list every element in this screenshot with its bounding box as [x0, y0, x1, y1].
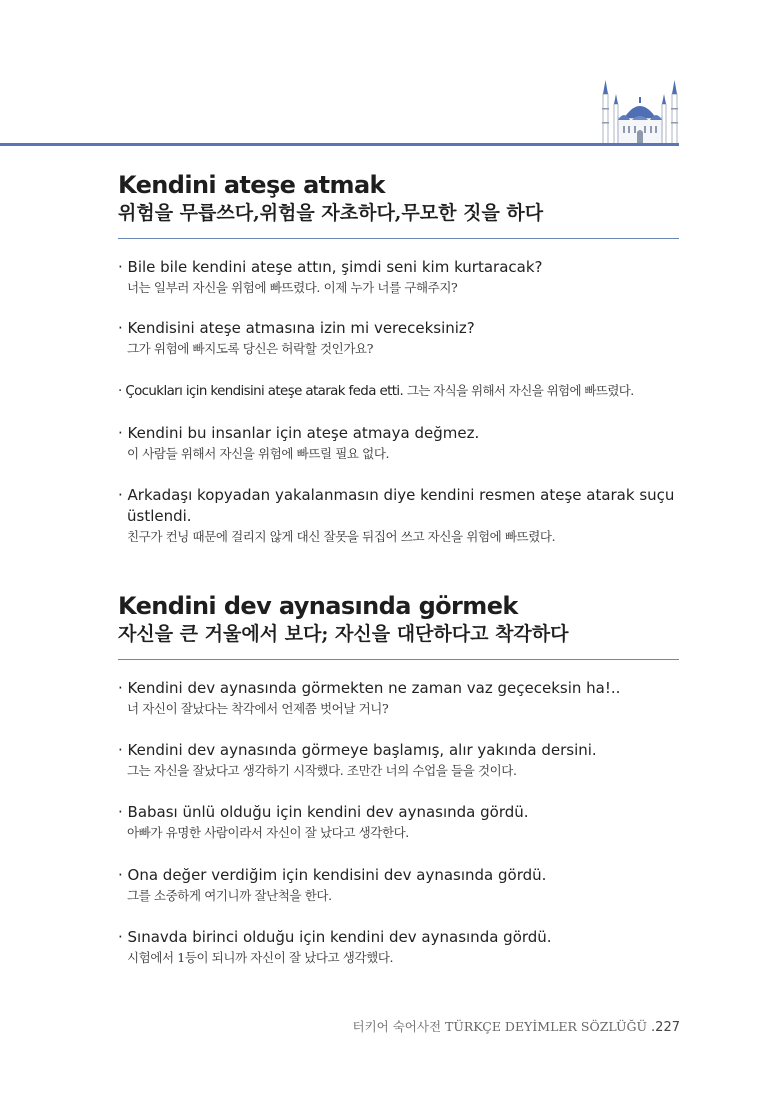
example-item — [118, 257, 679, 297]
example-turkish: · Çocukları için kendisini ateşe atarak feda etti. — [118, 384, 404, 399]
example-turkish: · Babası ünlü olduğu için kendini dev aynasında gördü. — [118, 803, 529, 821]
book-title: 터키어 숙어사전 TÜRKÇE DEYİMLER SÖZLÜĞÜ — [352, 1019, 648, 1034]
example-item — [118, 865, 679, 905]
example-korean: 그가 위험에 빠지도록 당신은 허락할 것인가요? — [127, 341, 373, 356]
example-turkish: · Kendini dev aynasında görmekten ne zaman vaz geçeceksin ha!.. — [118, 679, 621, 697]
example-turkish: · Kendini bu insanlar için ateşe atmaya değmez. — [118, 424, 480, 442]
example-item — [118, 381, 679, 399]
section-divider — [118, 659, 679, 660]
example-item — [118, 423, 679, 463]
example-korean: 그는 자신을 잘났다고 생각하기 시작했다. 조만간 너의 수업을 들을 것이다. — [127, 763, 517, 778]
example-turkish: · Bile bile kendini ateşe attın, şimdi seni kim kurtaracak? — [118, 258, 543, 276]
example-item — [118, 678, 679, 718]
example-korean: 그를 소중하게 여기니까 잘난척을 한다. — [127, 888, 332, 903]
example-korean: 시험에서 1등이 되니까 자신이 잘 났다고 생각했다. — [127, 950, 394, 965]
header-rule — [0, 143, 679, 146]
mosque-icon — [598, 78, 682, 144]
example-item — [118, 318, 679, 358]
example-korean: 친구가 컨닝 때문에 걸리지 않게 대신 잘못을 뒤집어 쓰고 자신을 위험에 빠뜨렸다. — [127, 529, 556, 544]
example-korean: 너는 일부러 자신을 위험에 빠뜨렸다. 이제 누가 너를 구해주지? — [127, 280, 458, 295]
section-divider — [118, 238, 679, 239]
idiom-title: Kendini dev aynasında görmek — [118, 592, 518, 620]
idiom-meaning: 위험을 무릅쓰다,위험을 자초하다,무모한 짓을 하다 — [118, 202, 544, 224]
example-turkish: · Kendisini ateşe atmasına izin mi vereceksiniz? — [118, 319, 475, 337]
page-footer — [353, 1017, 680, 1035]
example-korean: 이 사람들 위해서 자신을 위험에 빠뜨릴 필요 없다. — [127, 446, 390, 461]
example-turkish: · Arkadaşı kopyadan yakalanmasın diye kendini resmen ateşe atarak suçu üstlendi. — [118, 486, 675, 525]
page-number: .227 — [651, 1020, 680, 1035]
example-item — [118, 927, 679, 967]
example-korean: 그는 자식을 위해서 자신을 위험에 빠뜨렸다. — [406, 383, 634, 398]
example-turkish: · Sınavda birinci olduğu için kendini dev aynasında gördü. — [118, 928, 552, 946]
example-korean: 너 자신이 잘났다는 착각에서 언제쯤 벗어날 거니? — [127, 701, 389, 716]
example-item — [118, 485, 679, 546]
example-item — [118, 740, 679, 780]
example-turkish: · Kendini dev aynasında görmeye başlamış, alır yakında dersini. — [118, 741, 597, 759]
idiom-meaning: 자신을 큰 거울에서 보다; 자신을 대단하다고 착각하다 — [118, 623, 569, 645]
example-korean: 아빠가 유명한 사람이라서 자신이 잘 났다고 생각한다. — [127, 825, 409, 840]
example-item — [118, 802, 679, 842]
idiom-section — [118, 171, 679, 544]
idiom-section — [118, 592, 679, 965]
example-turkish: · Ona değer verdiğim için kendisini dev aynasında gördü. — [118, 866, 547, 884]
idiom-title: Kendini ateşe atmak — [118, 171, 385, 199]
